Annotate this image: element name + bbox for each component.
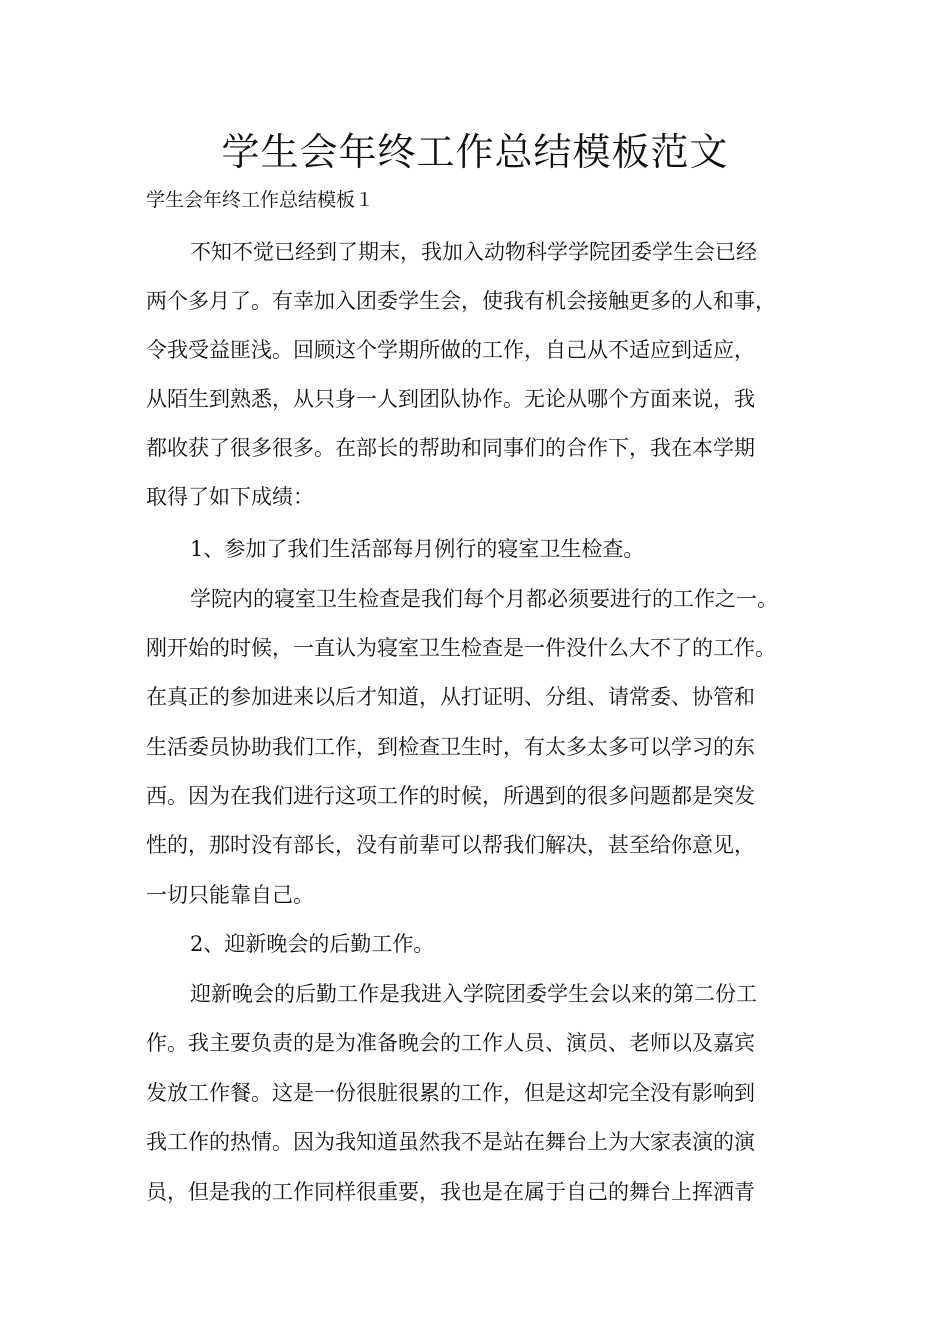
body-line: 令我受益匪浅。回顾这个学期所做的工作，自己从不适应到适应， bbox=[146, 338, 755, 362]
body-line: 一切只能靠自己。 bbox=[146, 883, 314, 907]
body-line: 西。因为在我们进行这项工作的时候，所遇到的很多问题都是突发 bbox=[146, 784, 755, 808]
body-line: 员，但是我的工作同样很重要，我也是在属于自己的舞台上挥洒青 bbox=[146, 1180, 755, 1204]
document-subtitle: 学生会年终工作总结模板１ bbox=[146, 189, 375, 211]
body-line: 取得了如下成绩： bbox=[146, 485, 314, 509]
body-line: 都收获了很多很多。在部长的帮助和同事们的合作下，我在本学期 bbox=[146, 436, 755, 460]
body-line: 学院内的寝室卫生检查是我们每个月都必须要进行的工作之一。 bbox=[190, 587, 778, 611]
body-line: 在真正的参加进来以后才知道，从打证明、分组、请常委、协管和 bbox=[146, 685, 755, 709]
body-line: 作。我主要负责的是为准备晚会的工作人员、演员、老师以及嘉宾 bbox=[146, 1031, 755, 1055]
body-line: 从陌生到熟悉，从只身一人到团队协作。无论从哪个方面来说，我 bbox=[146, 387, 755, 411]
body-line: 不知不觉已经到了期末，我加入动物科学学院团委学生会已经 bbox=[190, 240, 757, 264]
body-line: 刚开始的时候，一直认为寝室卫生检查是一件没什么大不了的工作。 bbox=[146, 636, 776, 660]
document-title: 学生会年终工作总结模板范文 bbox=[221, 130, 729, 174]
body-line: 发放工作餐。这是一份很脏很累的工作，但是这却完全没有影响到 bbox=[146, 1081, 755, 1105]
body-line: 迎新晚会的后勤工作是我进入学院团委学生会以来的第二份工 bbox=[190, 982, 757, 1006]
body-line: 性的，那时没有部长，没有前辈可以帮我们解决，甚至给你意见， bbox=[146, 833, 755, 857]
body-line: 我工作的热情。因为我知道虽然我不是站在舞台上为大家表演的演 bbox=[146, 1130, 755, 1154]
section-heading: 1、参加了我们生活部每月例行的寝室卫生检查。 bbox=[190, 537, 645, 561]
section-heading: 2、迎新晚会的后勤工作。 bbox=[190, 932, 435, 956]
body-line: 生活委员协助我们工作，到检查卫生时，有太多太多可以学习的东 bbox=[146, 735, 755, 759]
body-line: 两个多月了。有幸加入团委学生会，使我有机会接触更多的人和事， bbox=[146, 289, 776, 313]
